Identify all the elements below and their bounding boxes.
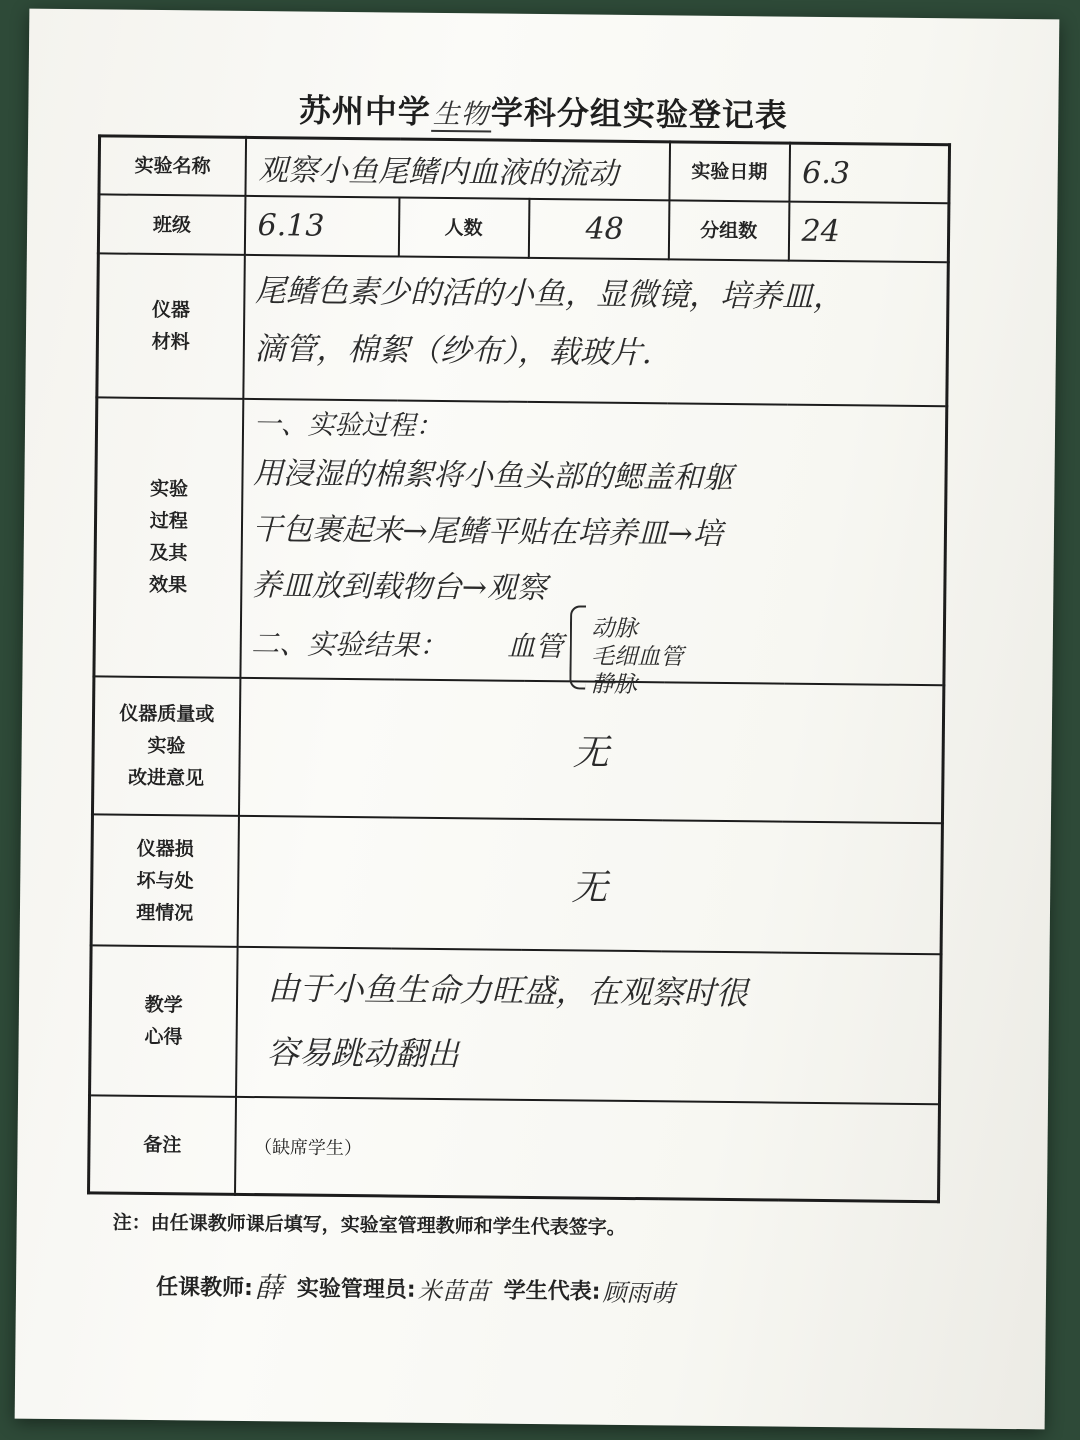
vessel-capillary: 毛细血管 xyxy=(591,643,684,671)
label-class: 班级 xyxy=(98,195,245,255)
value-remarks: （缺席学生） xyxy=(235,1097,940,1202)
student-label: 学生代表: xyxy=(503,1278,601,1305)
manager-signature: 米苗苗 xyxy=(417,1276,490,1306)
row-damage xyxy=(91,814,942,955)
signature-line xyxy=(156,1265,689,1311)
result-heading: 二、实验结果： xyxy=(251,626,448,662)
title-subject: 生物 xyxy=(431,99,491,133)
value-damage: 无 xyxy=(237,816,942,955)
value-people: 48 xyxy=(528,199,669,259)
vessel-brace xyxy=(569,596,684,699)
label-exp-date: 实验日期 xyxy=(669,142,790,202)
label-exp-name: 实验名称 xyxy=(99,136,246,196)
row-remarks xyxy=(89,1096,940,1202)
row-class xyxy=(98,195,949,263)
label-teaching: 教学 心得 xyxy=(90,946,238,1097)
row-teaching xyxy=(90,946,942,1105)
title-prefix: 苏州中学 xyxy=(298,91,432,131)
value-equipment xyxy=(243,255,948,406)
teacher-signature: 薛 xyxy=(254,1271,284,1305)
value-class: 6.13 xyxy=(244,196,399,256)
label-people: 人数 xyxy=(398,198,529,258)
process-line-3: 养皿放到载物台→观察 xyxy=(251,567,548,606)
label-remarks: 备注 xyxy=(89,1096,236,1195)
teacher-label: 任课教师: xyxy=(155,1274,253,1301)
vessel-artery: 动脉 xyxy=(591,615,638,642)
value-teaching xyxy=(236,947,942,1104)
label-damage: 仪器损 坏与处 理情况 xyxy=(91,814,238,947)
result-vessel: 血管 xyxy=(507,629,564,663)
vessel-vein: 静脉 xyxy=(590,671,638,698)
title-suffix: 学科分组实验登记表 xyxy=(490,93,789,135)
result-row xyxy=(251,614,933,698)
value-exp-name: 观察小鱼尾鳍内血液的流动 xyxy=(245,137,670,200)
value-process xyxy=(240,399,947,698)
teaching-line-1: 由于小鱼生命力旺盛，在观察时很 xyxy=(267,969,748,1013)
teaching-line-2: 容易跳动翻出 xyxy=(266,1033,460,1074)
equipment-line-2: 滴管，棉絮（纱布），载玻片. xyxy=(254,330,652,372)
brace-mark xyxy=(569,605,586,689)
footnote: 注：由任课教师课后填写，实验室管理教师和学生代表签字。 xyxy=(112,1211,626,1239)
student-signature: 顾雨萌 xyxy=(602,1278,675,1307)
label-groups: 分组数 xyxy=(668,201,789,261)
row-quality xyxy=(92,676,943,823)
process-line-1: 用浸湿的棉絮将小鱼头部的鳃盖和躯 xyxy=(252,455,734,496)
vessel-list xyxy=(591,614,684,699)
label-process: 实验 过程 及其 效果 xyxy=(94,397,243,678)
label-quality: 仪器质量或 实验 改进意见 xyxy=(92,676,239,815)
value-exp-date: 6.3 xyxy=(789,143,950,203)
value-groups: 24 xyxy=(788,202,949,262)
process-line-2: 干包裹起来→尾鳍平贴在培养皿→培 xyxy=(252,511,723,552)
row-equipment xyxy=(97,253,948,406)
row-experiment xyxy=(99,136,950,204)
form-title xyxy=(28,83,1058,140)
label-equipment: 仪器 材料 xyxy=(97,253,244,398)
manager-label: 实验管理员: xyxy=(296,1276,416,1303)
value-quality: 无 xyxy=(238,678,943,823)
registration-table xyxy=(87,134,951,1203)
paper-form xyxy=(15,9,1060,1430)
row-process xyxy=(94,397,947,685)
equipment-line-1: 尾鳍色素少的活的小鱼，显微镜，培养皿， xyxy=(254,272,845,316)
process-heading: 一、实验过程： xyxy=(253,408,443,442)
